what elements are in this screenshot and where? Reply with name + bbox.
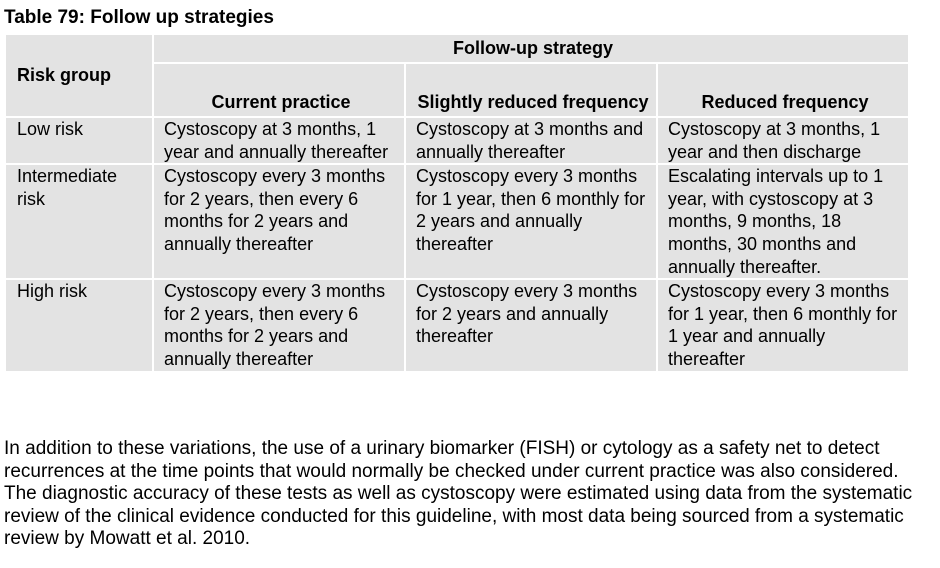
body-paragraph: In addition to these variations, the use of a urinary biomarker (FISH) or cytology as a safety net to detect recurrences at the time points that would normally be checked under current practice was also considered. The diagnostic accuracy of these tests as well as cystoscopy were estimated using data from the systematic review of the clinical evidence conducted for this guideline, with most data being sourced from a systematic review by Mowatt et al. 2010. [4,438,913,550]
reduced-frequency-cell: Cystoscopy at 3 months, 1 year and then discharge [657,117,909,164]
reduced-frequency-cell: Cystoscopy every 3 months for 1 year, then 6 monthly for 1 year and annually thereafter [657,279,909,371]
current-practice-cell: Cystoscopy at 3 months, 1 year and annually thereafter [153,117,405,164]
risk-group-cell: High risk [5,279,153,371]
risk-group-cell: Intermediate risk [5,164,153,279]
current-practice-cell: Cystoscopy every 3 months for 2 years, then every 6 months for 2 years and annually thereafter [153,164,405,279]
risk-group-cell: Low risk [5,117,153,164]
slightly-reduced-cell: Cystoscopy every 3 months for 2 years and annually thereafter [405,279,657,371]
current-practice-cell: Cystoscopy every 3 months for 2 years, then every 6 months for 2 years and annually thereafter [153,279,405,371]
follow-up-strategies-table [4,33,910,373]
table-row [5,164,909,279]
header-risk-group: Risk group [5,34,153,117]
header-current-practice: Current practice [153,63,405,117]
slightly-reduced-cell: Cystoscopy every 3 months for 1 year, then 6 monthly for 2 years and annually thereafter [405,164,657,279]
table-row [5,117,909,164]
header-slightly-reduced-frequency: Slightly reduced frequency [405,63,657,117]
header-follow-up-strategy: Follow-up strategy [153,34,909,63]
reduced-frequency-cell: Escalating intervals up to 1 year, with cystoscopy at 3 months, 9 months, 18 months, 30 months and annually thereafter. [657,164,909,279]
header-reduced-frequency: Reduced frequency [657,63,909,117]
slightly-reduced-cell: Cystoscopy at 3 months and annually thereafter [405,117,657,164]
table-caption: Table 79: Follow up strategies [4,7,274,28]
table-row [5,279,909,371]
table-header-row [5,34,909,63]
